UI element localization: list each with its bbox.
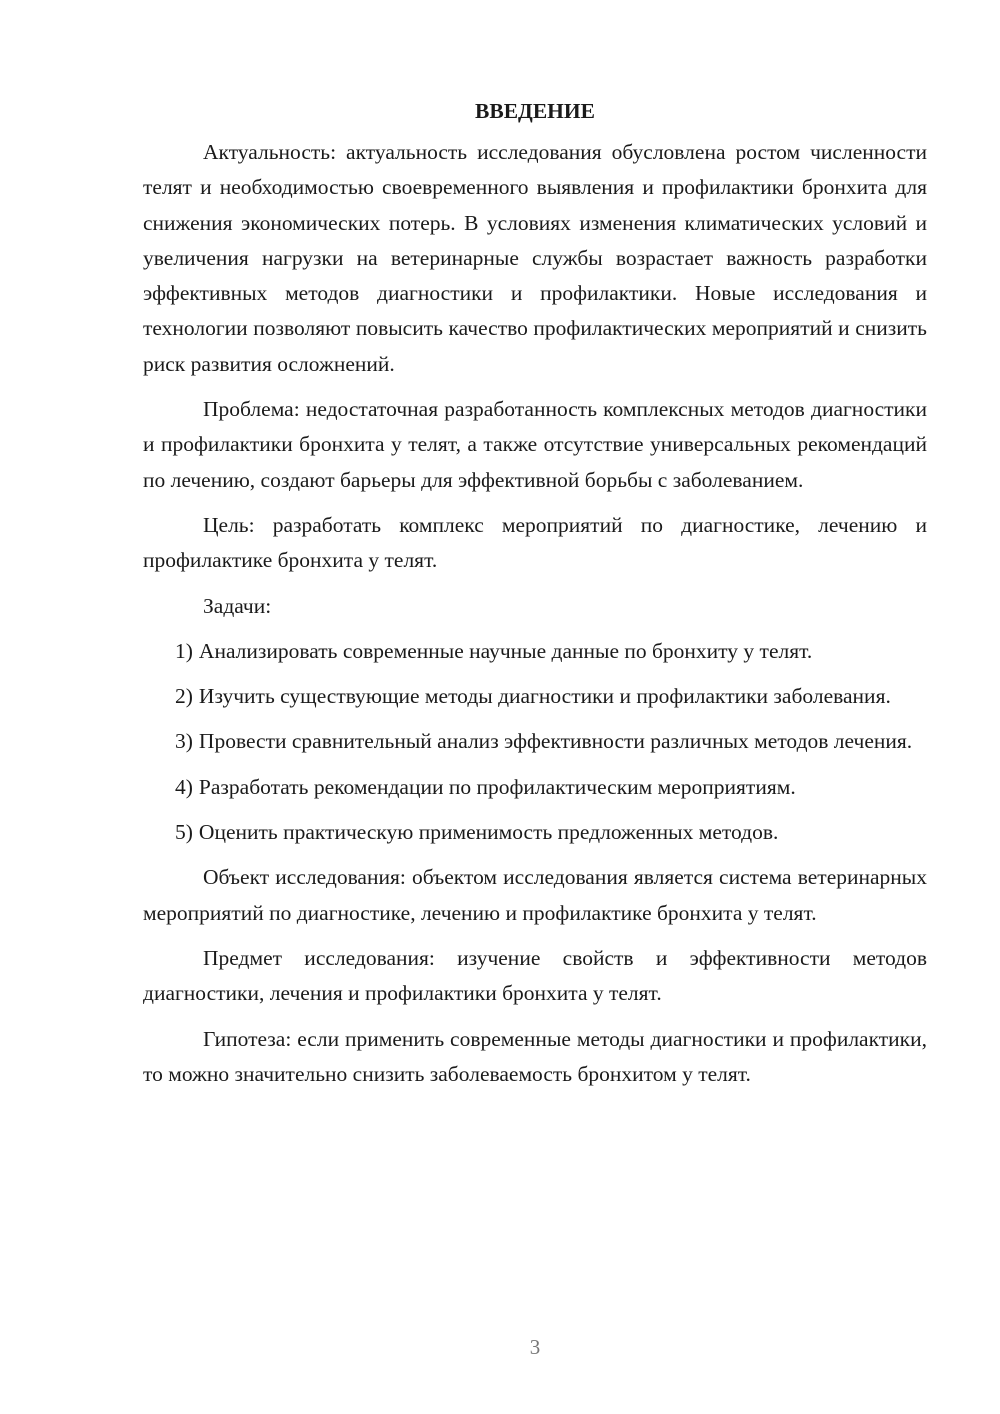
task-number: 1)	[175, 638, 193, 663]
section-heading: ВВЕДЕНИЕ	[475, 99, 595, 123]
task-text: Разработать рекомендации по профилактическим мероприятиям.	[198, 774, 796, 799]
task-text: Анализировать современные научные данные по бронхиту у телят.	[198, 638, 813, 663]
task-text: Оценить практическую применимость предложенных методов.	[198, 820, 779, 845]
task-item	[143, 815, 927, 850]
task-item	[143, 770, 927, 805]
paragraph-object: Объект исследования: объектом исследования является система ветеринарных мероприятий по диагностике, лечению и профилактике бронхита у телят.	[143, 865, 927, 925]
task-text: Изучить существующие методы диагностики и профилактики заболевания.	[198, 684, 891, 709]
page-number: 3	[529, 1335, 541, 1359]
paragraph-goal: Цель: разработать комплекс мероприятий по диагностике, лечению и профилактике бронхита у телят.	[143, 512, 927, 573]
paragraph-relevance: Актуальность: актуальность исследования обусловлена ростом численности телят и необходимостью своевременного выявления и профилактики бронхита для снижения экономических потерь. В условиях изменения климатических условий и увеличения нагрузки на ветеринарные службы возрастает важность разработки эффективных методов диагностики и профилактики. Новые исследования и технологии позволяют повысить качество профилактических мероприятий и снизить риск развития осложнений.	[143, 140, 927, 376]
paragraph-problem: Проблема: недостаточная разработанность комплексных методов диагностики и профилактики бронхита у телят, а также отсутствие универсальных рекомендаций по лечению, создают барьеры для эффективной борьбы с заболеванием.	[143, 397, 927, 492]
paragraph-subject: Предмет исследования: изучение свойств и эффективности методов диагностики, лечения и профилактики бронхита у телят.	[143, 945, 927, 1006]
paragraph-hypothesis: Гипотеза: если применить современные методы диагностики и профилактики, то можно значительно снизить заболеваемость бронхитом у телят.	[143, 1026, 927, 1086]
task-number: 3)	[175, 729, 193, 754]
task-number: 4)	[175, 774, 193, 799]
paragraph-tasks-heading: Задачи:	[203, 593, 272, 618]
task-number: 5)	[175, 820, 193, 845]
task-item	[143, 724, 927, 759]
task-text: Провести сравнительный анализ эффективности различных методов лечения.	[198, 729, 913, 754]
page-content	[143, 96, 927, 1102]
task-number: 2)	[175, 684, 193, 709]
task-item	[143, 679, 927, 714]
task-item	[143, 634, 927, 669]
